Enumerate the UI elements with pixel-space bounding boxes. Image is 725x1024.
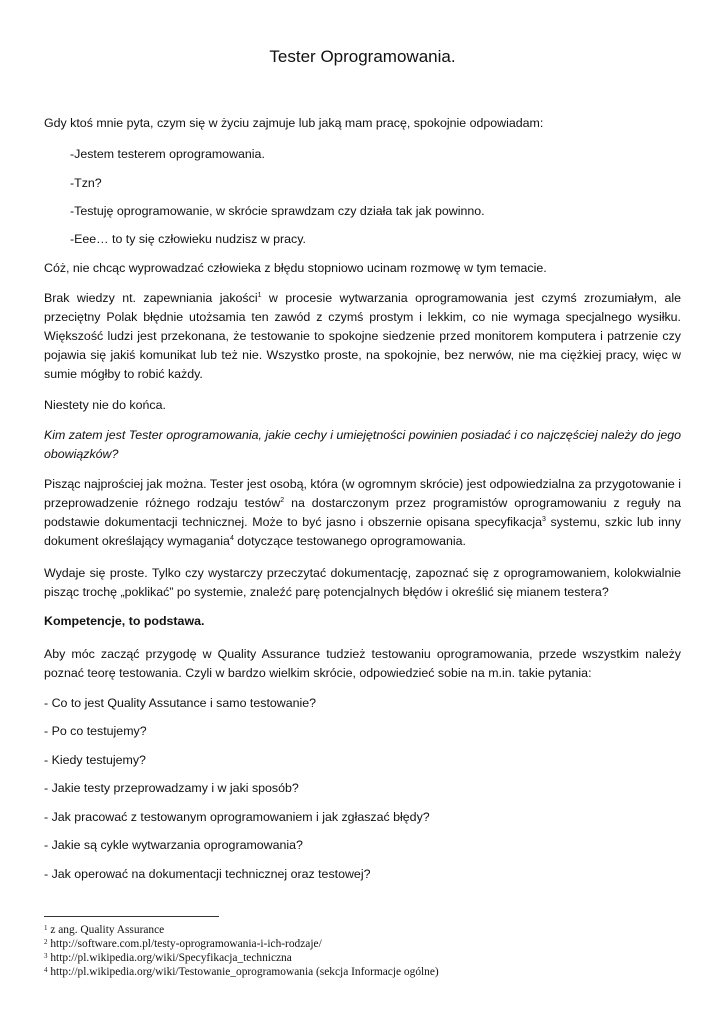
- paragraph-text: w procesie wytwarzania oprogramowania jest czymś zrozumiałym, ale przeciętny Polak błędnie utożsamia ten zawód z czymś prostym i lekkim, co nie wymaga specjalnego wysiłku. Większość ludzi jest przekonana, że testowanie to spokojne siedzenie przed monitorem komputera i patrzenie czy pojawia się jakiś komunikat lub też nie. Wszystko proste, na spokojnie, bez nerwów, nie ma ciężkiej pracy, więc w sumie mógłby to robić każdy.: [44, 291, 681, 381]
- footnote: [44, 937, 322, 951]
- dialogue-line: -Tzn?: [70, 176, 102, 190]
- question-item: - Kiedy testujemy?: [44, 753, 146, 767]
- question-item: - Jakie są cykle wytwarzania oprogramowania?: [44, 838, 303, 852]
- question-paragraph: Kim zatem jest Tester oprogramowania, jakie cechy i umiejętności powinien posiadać i co najczęściej należy do jego obowiązków?: [44, 428, 681, 461]
- footnote-number: 1: [44, 924, 48, 932]
- footnote-divider: [44, 916, 219, 917]
- section-heading: Kompetencje, to podstawa.: [44, 614, 205, 628]
- footnote-ref: 4: [229, 535, 234, 542]
- dialogue-line: -Jestem testerem oprogramowania.: [70, 147, 265, 161]
- paragraph-wydaje: Wydaje się proste. Tylko czy wystarczy przeczytać dokumentację, zapoznać się z oprogramowaniem, kolokwialnie pisząc trochę „poklikać” po systemie, znaleźć parę potencjalnych błędów i określić się mianem testera?: [44, 566, 681, 599]
- document-title: Tester Oprogramowania.: [269, 47, 456, 66]
- footnote-text: z ang. Quality Assurance: [47, 924, 165, 936]
- paragraph-text: dotyczące testowanego oprogramowania.: [233, 534, 466, 548]
- dialogue-line: -Eee… to ty się człowieku nudzisz w pracy.: [70, 232, 306, 246]
- question-item: - Jak pracować z testowanym oprogramowaniem i jak zgłaszać błędy?: [44, 810, 430, 824]
- question-item: - Po co testujemy?: [44, 724, 147, 738]
- paragraph-text: systemu, szkic lub inny dokument określający wymagania: [44, 515, 681, 548]
- paragraph-brak-wiedzy: [44, 289, 681, 384]
- paragraph-coz: Cóż, nie chcąc wyprowadzać człowieka z błędu stopniowo ucinam rozmowę w tym temacie.: [44, 261, 547, 275]
- paragraph-text: Pisząc najprościej jak można. Tester jest osobą, która (w ogromnym skrócie) jest odpowiedzialna za przygotowanie i przeprowadzenie różnego rodzaju testów: [44, 477, 681, 510]
- footnote-text: http://pl.wikipedia.org/wiki/Specyfikacja_techniczna: [47, 952, 292, 964]
- paragraph-aby: Aby móc zacząć przygodę w Quality Assurance tudzież testowaniu oprogramowania, przede wszystkim należy poznać teorę testowania. Czyli w bardzo wielkim skrócie, odpowiedzieć sobie na m.in. takie pytania:: [44, 647, 681, 680]
- footnote-ref: 2: [280, 497, 285, 504]
- question-item: - Co to jest Quality Assutance i samo testowanie?: [44, 696, 317, 710]
- footnote: [44, 923, 164, 937]
- paragraph-piszac: [44, 475, 681, 551]
- footnote-ref: 1: [257, 292, 262, 299]
- paragraph-text: na dostarczonym przez programistów oprogramowaniu z reguły na podstawie dokumentacji technicznej. Może to być jasno i obszernie opisana specyfikacja: [44, 496, 681, 529]
- question-item: - Jak operować na dokumentacji technicznej oraz testowej?: [44, 867, 371, 881]
- paragraph-text: Brak wiedzy nt. zapewniania jakości: [44, 291, 258, 305]
- question-item: - Jakie testy przeprowadzamy i w jaki sposób?: [44, 781, 299, 795]
- footnote-number: 3: [44, 952, 48, 960]
- dialogue-line: -Testuję oprogramowanie, w skrócie sprawdzam czy działa tak jak powinno.: [70, 204, 485, 218]
- footnote: [44, 951, 292, 965]
- footnote-ref: 3: [541, 516, 546, 523]
- intro-paragraph: Gdy ktoś mnie pyta, czym się w życiu zajmuje lub jaką mam pracę, spokojnie odpowiadam:: [44, 116, 544, 130]
- footnote-text: http://pl.wikipedia.org/wiki/Testowanie_oprogramowania (sekcja Informacje ogólne): [47, 966, 439, 978]
- paragraph-niestety: Niestety nie do końca.: [44, 398, 166, 412]
- footnote-text: http://software.com.pl/testy-oprogramowania-i-ich-rodzaje/: [47, 938, 322, 950]
- footnote: [44, 965, 439, 979]
- footnote-number: 4: [44, 966, 48, 974]
- footnote-number: 2: [44, 938, 48, 946]
